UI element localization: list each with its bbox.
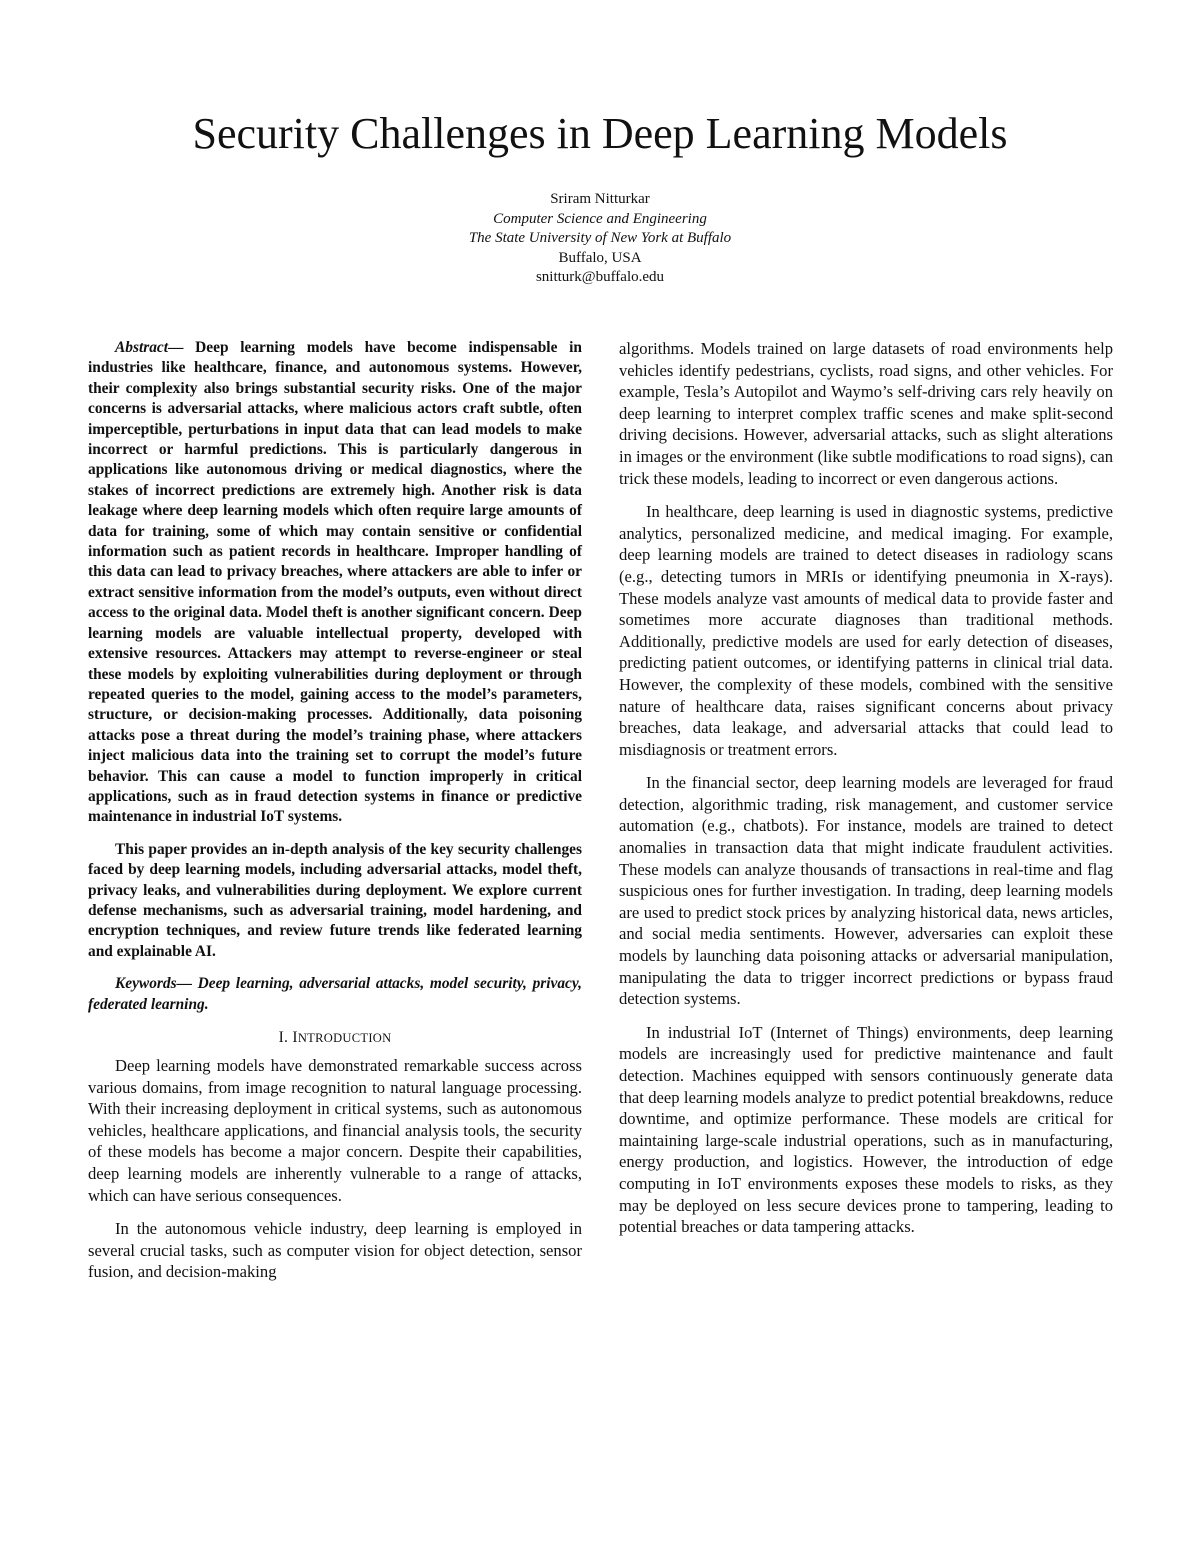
paper-title: Security Challenges in Deep Learning Models — [192, 109, 1008, 158]
abstract-paragraph-2: This paper provides an in-depth analysis of the key security challenges faced by deep learning models, including adversarial attacks, model theft, privacy leaks, and vulnerabilities during deployment. We explore current defense mechanisms, such as adversarial training, model hardening, and encryption techniques, and review future trends like federated learning and explainable AI. — [88, 840, 582, 960]
section-title-first: I — [292, 1029, 298, 1046]
abstract-paragraph — [88, 338, 582, 828]
iot-paragraph: In industrial IoT (Internet of Things) environments, deep learning models are increasingly used for predictive maintenance and fault detection. Machines equipped with sensors continuously generate data that deep learning models analyze to predict potential breakdowns, reduce downtime, and optimize performance. These models are critical for maintaining large-scale industrial operations, such as in manufacturing, energy production, and logistics. However, the introduction of edge computing in IoT environments exposes these models to risks, as they may be deployed on less secure devices prone to tampering, leading to potential breaches or data tampering attacks. — [619, 1022, 1113, 1237]
keywords: Keywords— Deep learning, adversarial attacks, model security, privacy, federated learning. — [88, 975, 582, 1013]
intro-paragraph-2: In the autonomous vehicle industry, deep learning is employed in several crucial tasks, such as computer vision for object detection, sensor fusion, and decision-making — [88, 1219, 582, 1282]
author-block — [0, 190, 1200, 288]
right-column — [619, 338, 1113, 1250]
section-title-rest: NTRODUCTION — [297, 1031, 392, 1045]
abstract-label: Abstract — [115, 339, 169, 356]
author-department: Computer Science and Engineering — [493, 210, 707, 227]
left-column — [88, 338, 582, 1295]
author-location: Buffalo, USA — [558, 249, 642, 266]
continuation-paragraph: algorithms. Models trained on large datasets of road environments help vehicles identify pedestrians, cyclists, road signs, and other vehicles. For example, Tesla’s Autopilot and Waymo’s self-driving cars rely heavily on deep learning to interpret complex traffic scenes and make split-second driving decisions. However, adversarial attacks, such as slight alterations in images or the environment (like subtle modifications to road signs), can trick these models, leading to incorrect or even dangerous actions. — [619, 339, 1114, 488]
intro-paragraph-1: Deep learning models have demonstrated remarkable success across various domains, from image recognition to natural language processing. With their increasing deployment in critical systems, such as autonomous vehicles, healthcare applications, and financial analysis tools, the security of these models has become a major concern. Despite their capabilities, deep learning models are inherently vulnerable to a range of attacks, which can have serious consequences. — [88, 1056, 582, 1205]
section-heading-introduction — [88, 1027, 582, 1049]
author-email: snitturk@buffalo.edu — [535, 269, 665, 285]
abstract-dash: — — [168, 339, 184, 356]
author-university: The State University of New York at Buffalo — [468, 230, 732, 246]
section-number: I. — [278, 1029, 289, 1046]
author-name: Sriram Nitturkar — [550, 191, 650, 207]
abstract-text: Deep learning models have become indispensable in industries like healthcare, finance, and autonomous systems. However, their complexity also brings substantial security risks. One of the major concerns is adversarial attacks, where malicious actors craft subtle, often imperceptible, perturbations in input data that can lead models to make incorrect or harmful predictions. This is particularly dangerous in applications like autonomous driving or medical diagnostics, where the stakes of incorrect predictions are extremely high. Another risk is data leakage where deep learning models which often require large amounts of data for training, some of which may contain sensitive or confidential information such as patient records in healthcare. Improper handling of this data can lead to privacy breaches, where attackers are able to infer or extract sensitive information from the model’s outputs, even without direct access to the original data. Model theft is another significant concern. Deep learning models are valuable intellectual property, developed with extensive resources. Attackers may attempt to reverse-engineer or steal these models by exploiting vulnerabilities during deployment or through repeated queries to the model, gaining access to the model’s parameters, structure, or decision-making processes. Additionally, data poisoning attacks pose a threat during the model’s training phase, where attackers inject malicious data into the training set to corrupt the model’s future behavior. This can cause a model to function improperly in critical applications, such as in fraud detection systems in finance or predictive maintenance in industrial IoT systems. — [88, 339, 582, 826]
finance-paragraph: In the financial sector, deep learning models are leveraged for fraud detection, algorithmic trading, risk management, and customer service automation (e.g., chatbots). For instance, models are trained to detect anomalies in transaction data that might indicate fraudulent activities. These models can analyze thousands of transactions in real-time and flag suspicious ones for further investigation. In trading, deep learning models are used to predict stock prices by analyzing historical data, news articles, and social media sentiments. However, adversaries can exploit these models by launching data poisoning attacks or adversarial manipulation, manipulating the data to trigger incorrect predictions or bypass fraud detection systems. — [619, 773, 1113, 1009]
healthcare-paragraph: In healthcare, deep learning is used in diagnostic systems, predictive analytics, personalized medicine, and medical imaging. For example, deep learning models are trained to detect diseases in radiology scans (e.g., detecting tumors in MRIs or identifying pneumonia in X-rays). These models analyze vast amounts of medical data to provide faster and sometimes more accurate diagnoses than traditional methods. Additionally, predictive models are used for early detection of diseases, predicting patient outcomes, or identifying patterns in clinical trial data. However, the complexity of these models, combined with the sensitive nature of healthcare data, raises significant concerns about privacy breaches, data leakage, and adversarial attacks that could lead to misdiagnosis or treatment errors. — [619, 502, 1113, 759]
